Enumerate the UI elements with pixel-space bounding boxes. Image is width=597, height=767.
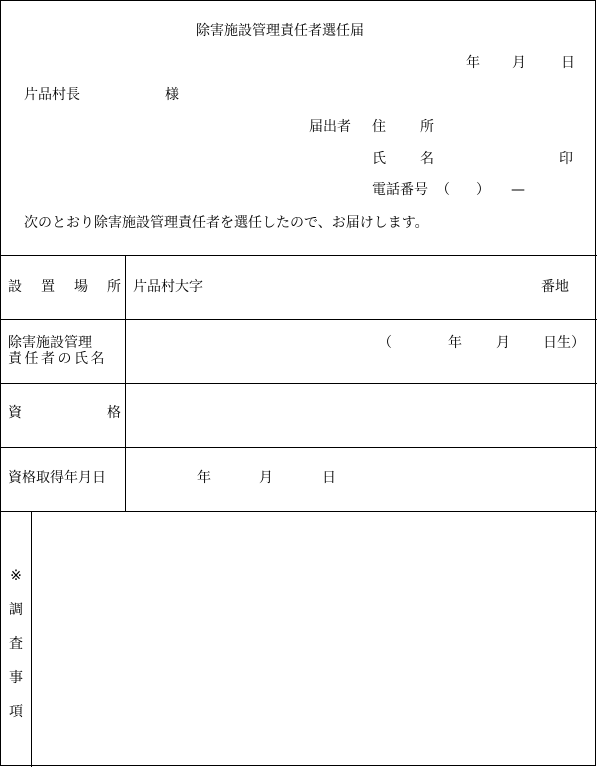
phone-label: 電話番号 (372, 182, 428, 198)
survey-label-char: 項 (9, 704, 23, 720)
date-day-label: 日 (561, 55, 575, 71)
name-label-1: 氏 (372, 151, 386, 167)
manager-label-line1 (8, 335, 121, 351)
divider-row-1 (0, 319, 597, 320)
recipient-name: 片品村長 (24, 87, 80, 103)
address-label-1: 住 (372, 119, 386, 135)
birth-day-label: 日生） (543, 335, 585, 351)
label-column-divider (125, 255, 126, 511)
birth-year-label: 年 (448, 335, 462, 351)
acquired-year-label: 年 (197, 470, 211, 486)
name-label-2: 名 (420, 151, 434, 167)
divider-header (0, 255, 597, 256)
phone-dash: — (511, 182, 525, 198)
recipient-honorific: 様 (165, 87, 179, 103)
location-label (8, 279, 121, 295)
form-title: 除害施設管理責任者選任届 (196, 23, 364, 39)
survey-label-char: 査 (9, 636, 23, 652)
survey-label (0, 559, 32, 729)
survey-area[interactable] (32, 512, 595, 765)
date-year-label: 年 (466, 55, 480, 71)
applicant-label: 届出者 (309, 119, 351, 135)
divider-row-2 (0, 383, 597, 384)
manager-label-line1-text: 除害施設管理 (8, 335, 92, 351)
survey-label-char: 調 (9, 602, 23, 618)
acquired-day-label: 日 (322, 470, 336, 486)
location-label-char: 設 (8, 279, 22, 295)
phone-close-paren: ） (476, 182, 490, 198)
address-label-2: 所 (420, 119, 434, 135)
survey-label-char: ※ (10, 568, 22, 584)
birth-month-label: 月 (496, 335, 510, 351)
location-label-char: 場 (74, 279, 88, 295)
birth-open-paren: （ (378, 335, 392, 351)
acquired-month-label: 月 (259, 470, 273, 486)
date-month-label: 月 (512, 55, 526, 71)
acquired-label: 資格取得年月日 (8, 470, 106, 486)
divider-row-3 (0, 447, 597, 448)
manager-label (8, 335, 121, 367)
location-suffix: 番地 (541, 279, 569, 295)
qualification-label (8, 405, 121, 421)
qualification-label-char: 格 (107, 405, 121, 421)
qualification-label-char: 資 (8, 405, 22, 421)
manager-label-line2: 責任者の氏名 (8, 351, 107, 367)
location-label-char: 置 (41, 279, 55, 295)
survey-label-char: 事 (9, 670, 23, 686)
phone-open-paren: （ (436, 182, 450, 198)
seal-mark: 印 (559, 151, 573, 167)
statement-text: 次のとおり除害施設管理責任者を選任したので、お届けします。 (24, 215, 429, 231)
location-value[interactable]: 片品村大字 (133, 279, 203, 295)
location-label-char: 所 (107, 279, 121, 295)
